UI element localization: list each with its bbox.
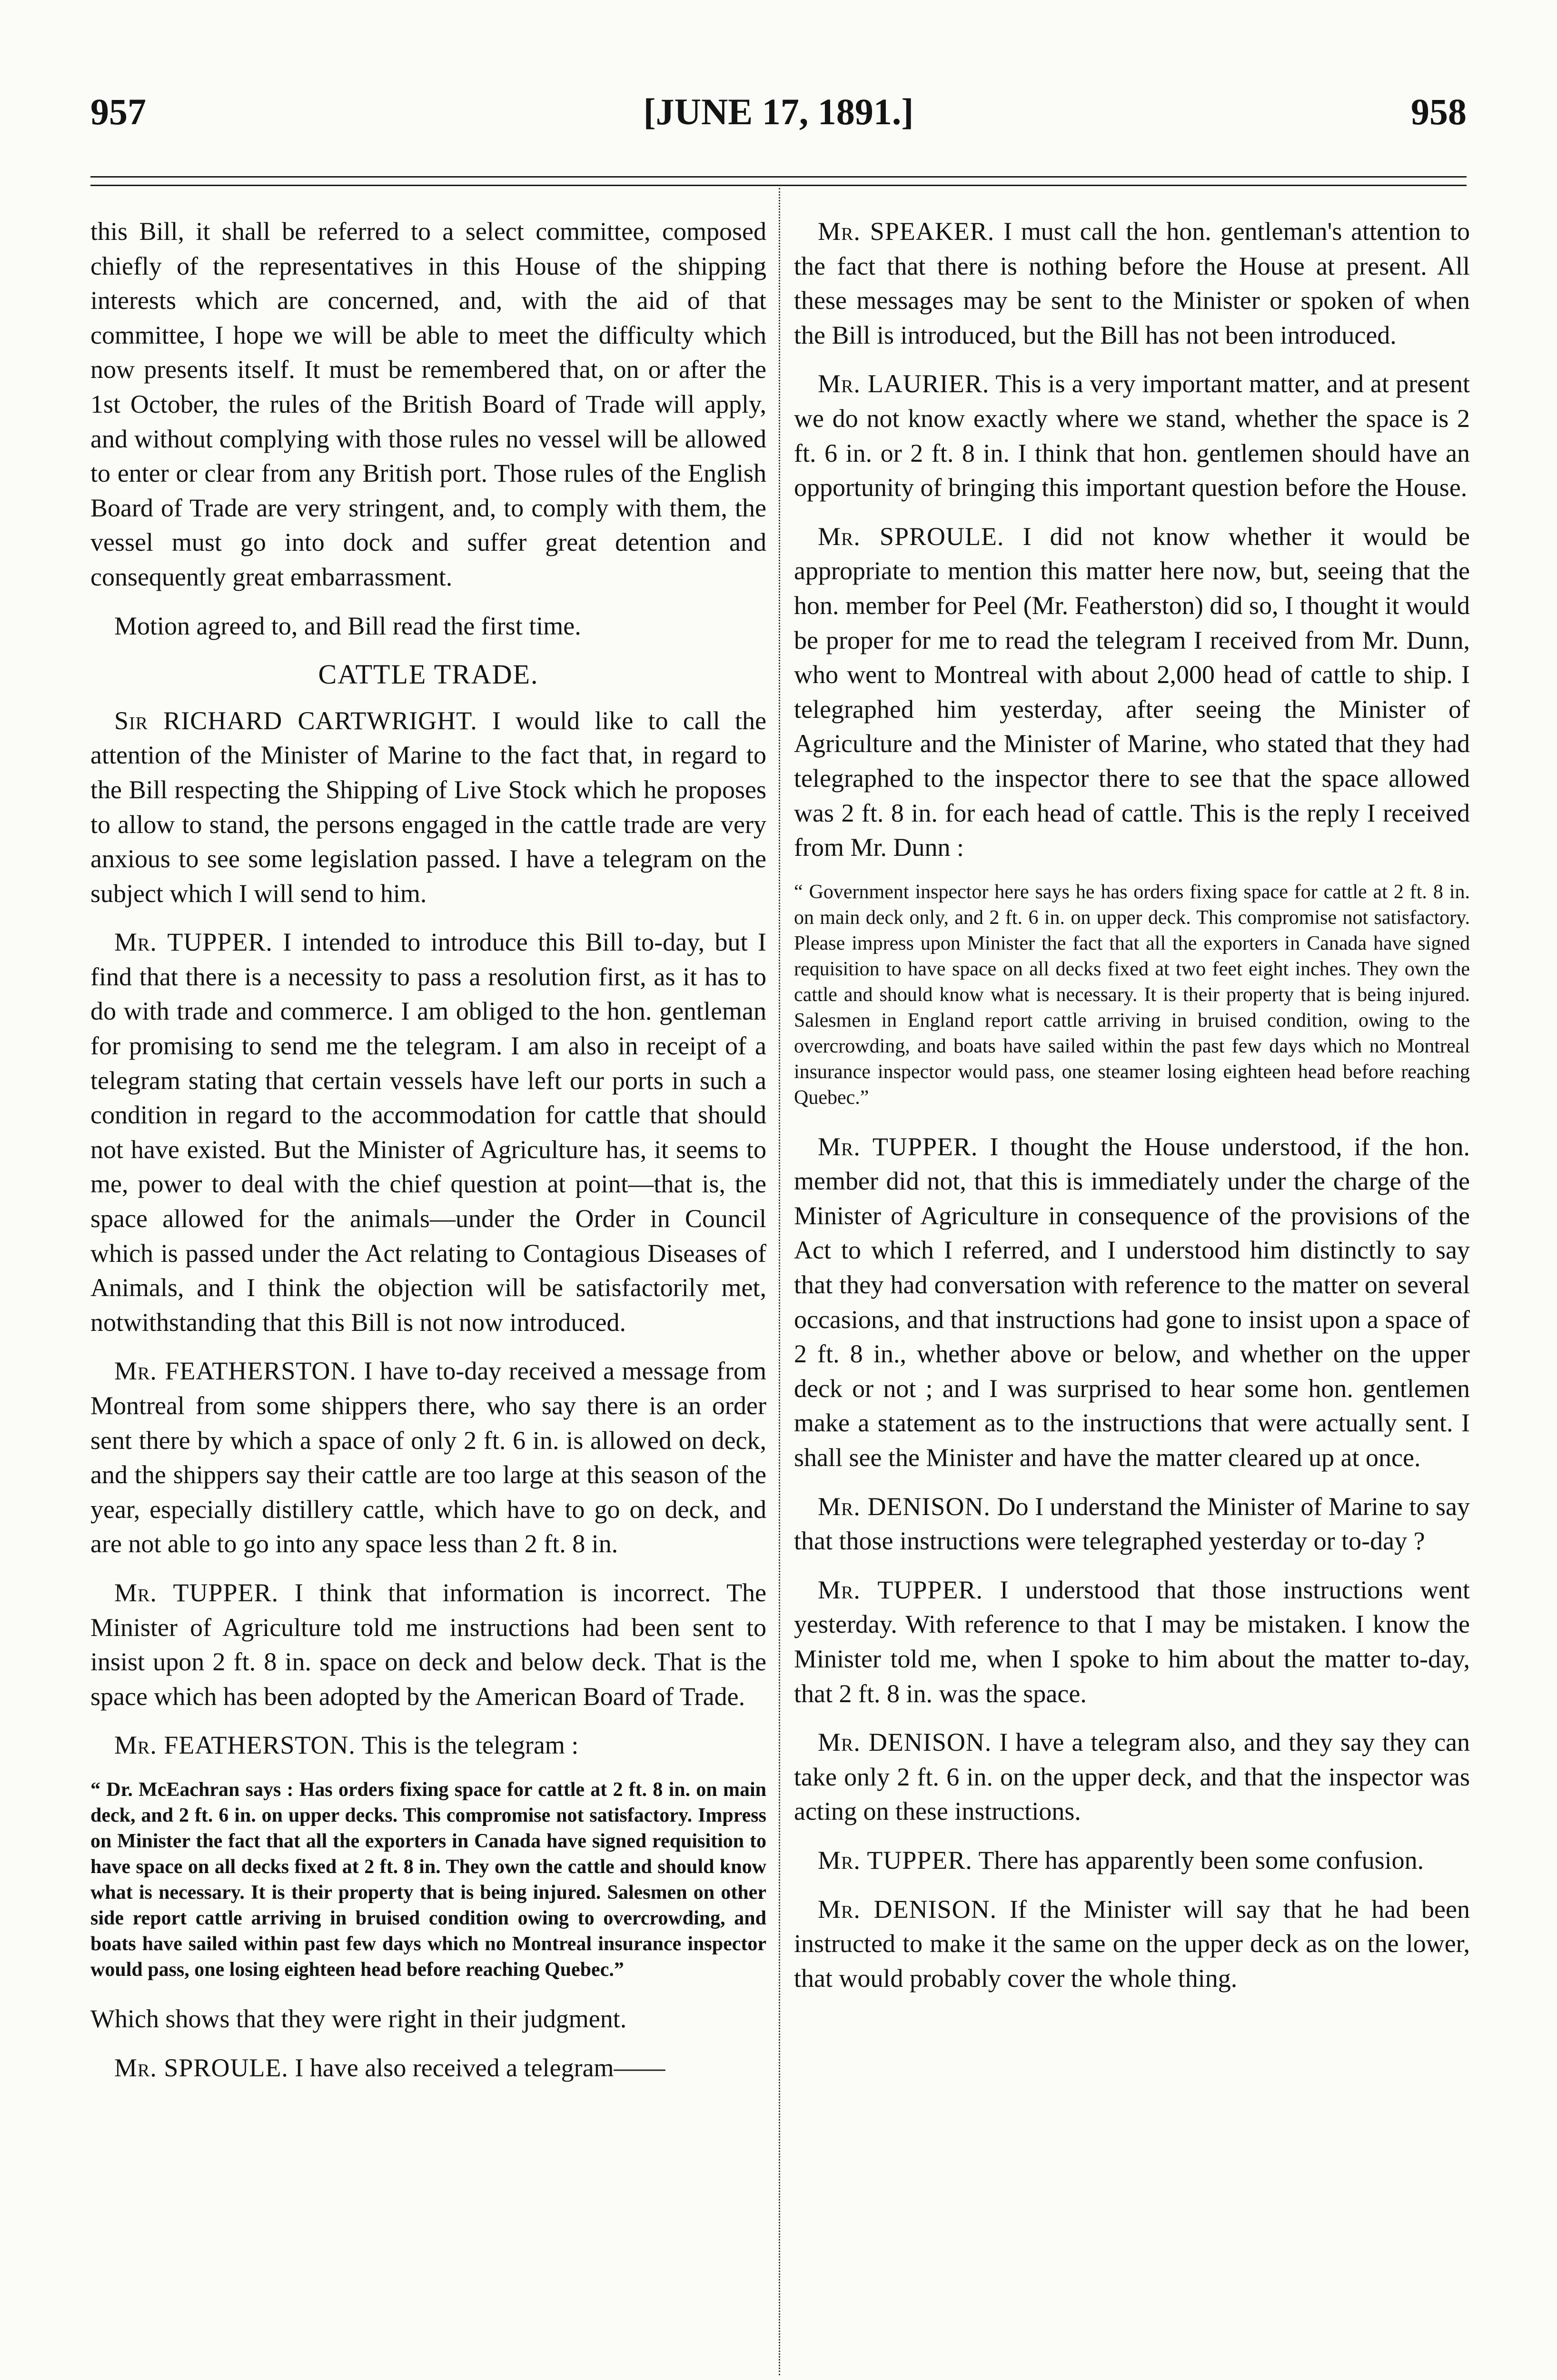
speech <box>794 214 1470 352</box>
speech-text: This is a very important matter, and at present we do not know exactly where we stand, whether the space is 2 ft. 6 in. or 2 ft. 8 in. I think that hon. gentlemen should have an opportunity of bringing this important question before the House. <box>794 369 1470 502</box>
speech <box>90 1354 766 1561</box>
speaker-name: Mr. TUPPER. <box>818 1845 972 1874</box>
header-rule-top <box>90 176 1467 178</box>
speech <box>90 704 766 911</box>
page-number-left: 957 <box>90 91 146 132</box>
speech-text: If the Minister will say that he had been instructed to make it the same on the upper deck as on the lower, that would probably cover the whole thing. <box>794 1894 1470 1993</box>
speech-text: This is the telegram : <box>361 1731 579 1760</box>
speech <box>794 1573 1470 1711</box>
left-column <box>90 214 766 2099</box>
speaker-name: Mr. SPEAKER. <box>818 217 995 246</box>
page-date: [JUNE 17, 1891.] <box>643 91 914 132</box>
header-rule-bottom <box>90 185 1467 186</box>
speech-text: I have to-day received a message from Montreal from some shippers there, who say there is an order sent there by which a space of only 2 ft. 6 in. is allowed on deck, and the shippers say their cattle are too large at this season of the year, especially distillery cattle, which have to go on deck, and are not able to go into any space less than 2 ft. 8 in. <box>90 1357 766 1558</box>
speaker-name: Mr. LAURIER. <box>818 369 990 398</box>
speech-text: I have also received a telegram—— <box>295 2053 665 2082</box>
section-heading: CATTLE TRADE. <box>318 659 539 690</box>
speech <box>90 2051 766 2085</box>
speaker-name: Mr. TUPPER. <box>114 1578 279 1607</box>
speaker-name: Mr. FEATHERSTON. <box>114 1731 356 1760</box>
paragraph: this Bill, it shall be referred to a select committee, composed chiefly of the representatives in this House of the shipping interests which are concerned, and, with the aid of that committee, I hope we will be able to meet the difficulty which now presents itself. It must be remembered that, on or after the 1st October, the rules of the British Board of Trade will apply, and without complying with those rules no vessel will be allowed to enter or clear from any British port. Those rules of the English Board of Trade are very stringent, and, to comply with them, the vessel must go into dock and suffer great detention and consequently great embarrassment. <box>90 217 766 591</box>
speech <box>90 1576 766 1714</box>
speech-text: There has apparently been some confusion. <box>978 1845 1424 1874</box>
speech-text: Do I understand the Minister of Marine to say that those instructions were telegraphed yesterday or to-day ? <box>794 1492 1470 1556</box>
speech <box>794 1843 1470 1878</box>
speaker-name: Mr. DENISON. <box>818 1894 997 1924</box>
speech <box>90 925 766 1339</box>
speech <box>794 1892 1470 1996</box>
speech-text: I intended to introduce this Bill to-day, but I find that there is a necessity to pass a resolution first, as it has to do with trade and commerce. I am obliged to the hon. gentleman for promising to send me the telegram. I am also in receipt of a telegram stating that certain vessels have left our ports in such a condition in regard to the accommodation for cattle that should not have existed. But the Minister of Agriculture has, it seems to me, power to deal with the chief question at point—that is, the space allowed for the animals—under the Order in Council which is passed under the Act relating to Contagious Diseases of Animals, and I think the objection will be satisfactorily met, notwithstanding that this Bill is not now introduced. <box>90 928 767 1337</box>
speech-text: I would like to call the attention of the Minister of Marine to the fact that, in regard to the Bill respecting the Shipping of Live Stock which he proposes to allow to stand, the persons engaged in the cattle trade are very anxious to see some legislation passed. I have a telegram on the subject which I will send to him. <box>90 706 766 908</box>
speaker-name: Mr. SPROULE. <box>114 2053 288 2082</box>
speaker-name: Mr. SPROULE. <box>818 522 1004 551</box>
speech <box>794 1489 1470 1558</box>
speaker-name: Mr. TUPPER. <box>818 1575 983 1604</box>
speaker-name: Mr. DENISON. <box>818 1728 992 1757</box>
speech <box>794 519 1470 865</box>
speech <box>90 1728 766 1763</box>
column-divider <box>779 188 780 2375</box>
telegram-quote: “ Dr. McEachran says : Has orders fixing space for cattle at 2 ft. 8 in. on main deck, and 2 ft. 6 in. on upper decks. This compromise not satisfactory. Impress on Minister the fact that all the exporters in Canada have signed requisition to have space on all decks fixed at 2 ft. 8 in. They own the cattle and should know what is necessary. It is their property that is being injured. Salesmen on other side report cattle arriving in bruised condition owing to overcrowding, and boats have sailed within past few days which no Montreal insurance inspector would pass, one losing eighteen head before reaching Quebec.” <box>90 1778 766 1981</box>
page-header <box>90 90 1467 143</box>
speaker-name: Mr. TUPPER. <box>114 928 273 957</box>
speech <box>794 1130 1470 1475</box>
speech-text: I did not know whether it would be appropriate to mention this matter here now, but, seeing that the hon. member for Peel (Mr. Featherston) did so, I thought it would be proper for me to read the telegram I received from Mr. Dunn, who went to Montreal with about 2,000 head of cattle to ship. I telegraphed him yesterday, after seeing the Minister of Agriculture and the Minister of Marine, who stated that they had telegraphed to the inspector there to see that the space allowed was 2 ft. 8 in. for each head of cattle. This is the reply I received from Mr. Dunn : <box>794 522 1470 862</box>
speech-text: I thought the House understood, if the hon. member did not, that this is immediately under the charge of the Minister of Agriculture in consequence of the provisions of the Act to which I referred, and I understood him distinctly to say that they had conversation with reference to the matter on several occasions, and that instructions had gone to insist upon a space of 2 ft. 8 in., whether above or below, and whether on the upper deck or not ; and I was surprised to hear some hon. gentlemen make a statement as to the instructions that were actually sent. I shall see the Minister and have the matter cleared up at once. <box>794 1132 1470 1472</box>
speaker-name: Mr. TUPPER. <box>818 1132 978 1161</box>
speaker-name: Mr. DENISON. <box>818 1492 991 1521</box>
paragraph: Which shows that they were right in their judgment. <box>90 2004 627 2033</box>
right-column <box>794 214 1470 2010</box>
paragraph: Motion agreed to, and Bill read the first time. <box>114 611 581 640</box>
speaker-name: Sir RICHARD CARTWRIGHT. <box>114 706 477 735</box>
speech-text: I have a telegram also, and they say they can take only 2 ft. 6 in. on the upper deck, and that the inspector was acting on these instructions. <box>794 1728 1470 1826</box>
speech-text: I understood that those instructions went yesterday. With reference to that I may be mistaken. I know the Minister told me, when I spoke to him about the matter to-day, that 2 ft. 8 in. was the space. <box>794 1575 1470 1708</box>
speaker-name: Mr. FEATHERSTON. <box>114 1357 357 1386</box>
speech-text: I must call the hon. gentleman's attention to the fact that there is nothing before the House at present. All these messages may be sent to the Minister or spoken of when the Bill is introduced, but the Bill has not been introduced. <box>794 217 1470 349</box>
speech <box>794 367 1470 505</box>
speech-text: I think that information is incorrect. The Minister of Agriculture told me instructions had been sent to insist upon 2 ft. 8 in. space on deck and below deck. That is the space which has been adopted by the American Board of Trade. <box>90 1578 767 1711</box>
telegram-quote: “ Government inspector here says he has orders fixing space for cattle at 2 ft. 8 in. on main deck only, and 2 ft. 6 in. on upper deck. This compromise not satisfactory. Please impress upon Minister the fact that all the exporters in Canada have signed requisition to have space on all decks fixed at two feet eight inches. They own the cattle and should know what is necessary. It is their property that is being injured. Salesmen in England report cattle arriving in bruised condition, owing to the overcrowding, and boats have sailed within the past few days which no Montreal insurance inspector would pass, one steamer losing eighteen head before reaching Quebec.” <box>794 881 1470 1109</box>
speech <box>794 1725 1470 1829</box>
page-number-right: 958 <box>1411 91 1467 132</box>
